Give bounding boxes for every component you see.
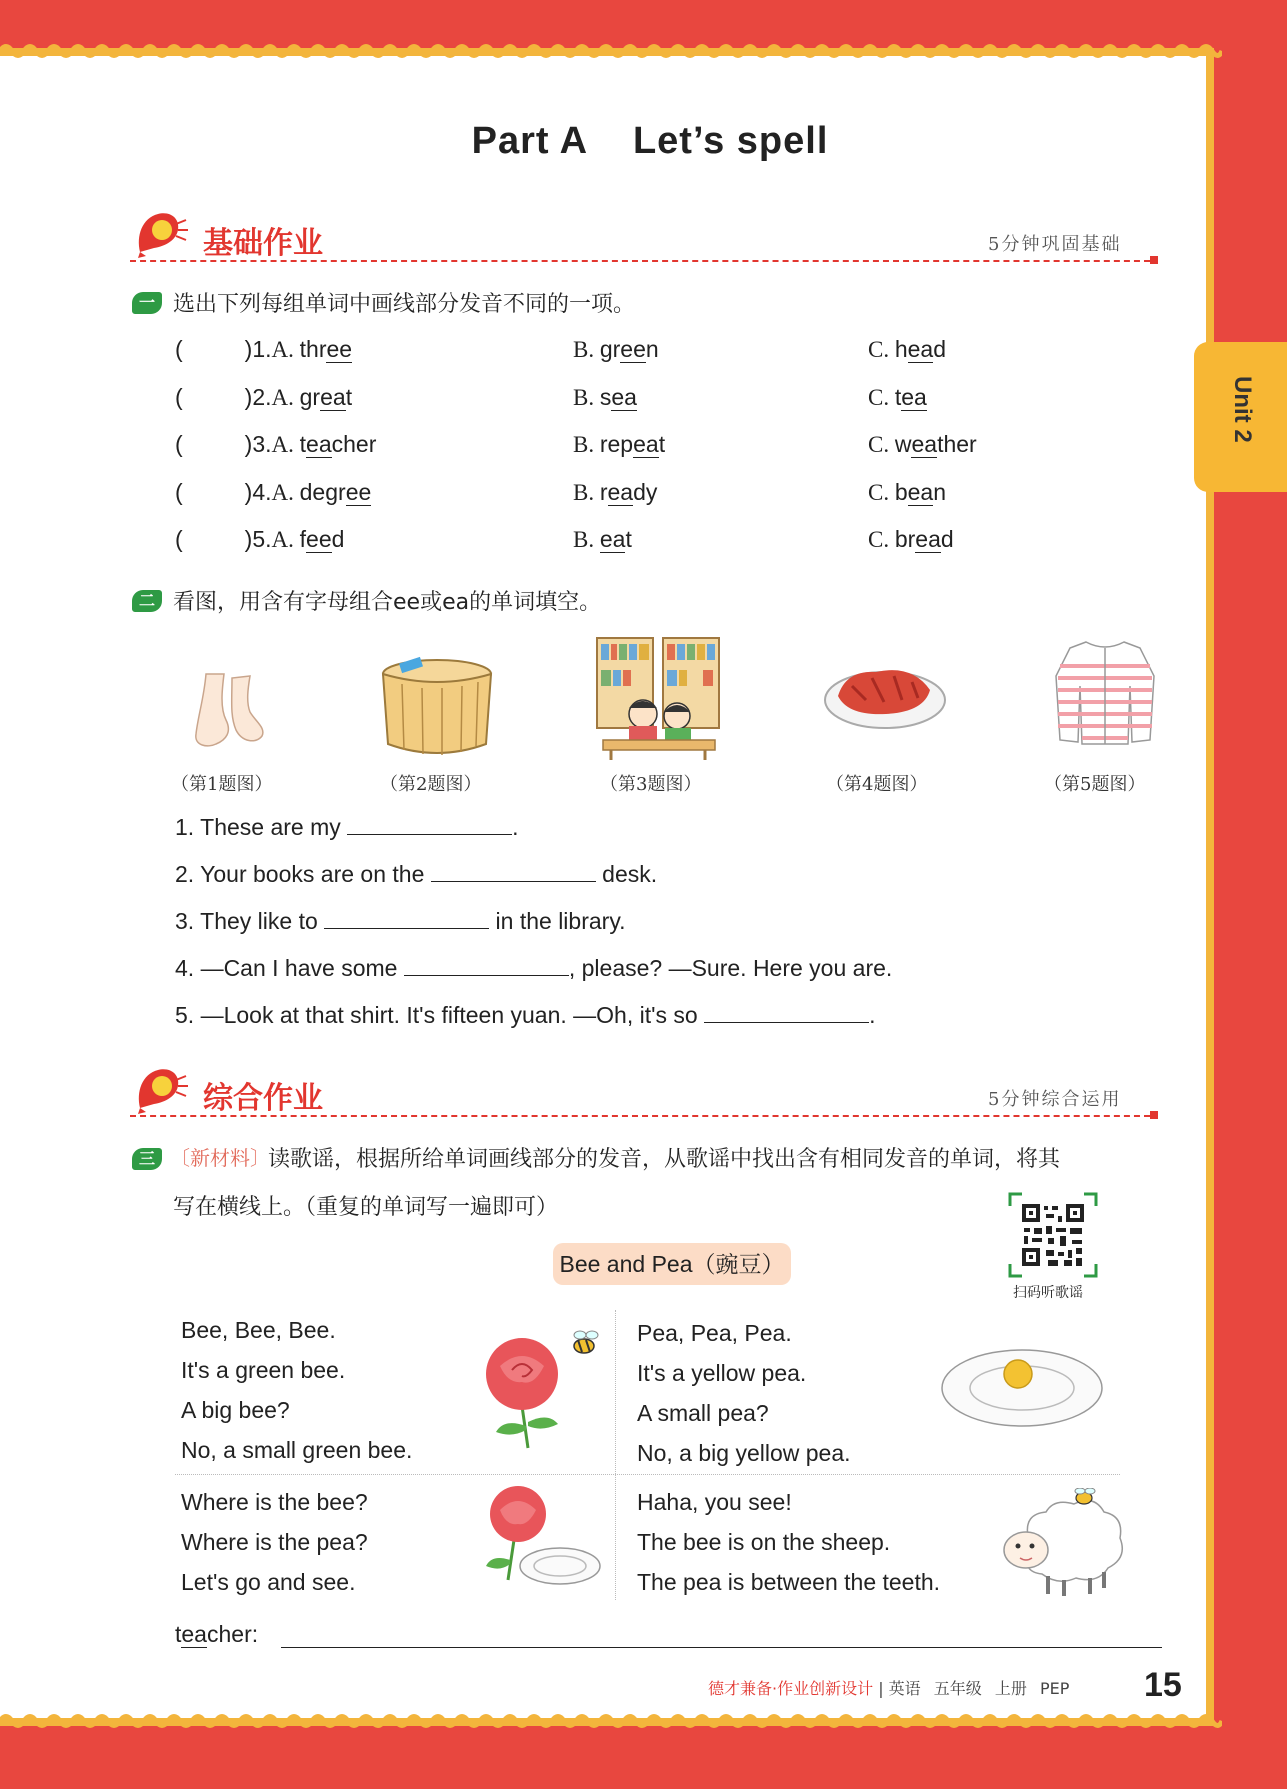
option-c: C. bean [868, 479, 947, 505]
section-note-basic: 5分钟巩固基础 [988, 234, 1122, 255]
section-heading-comprehensive: 综合作业 [203, 1081, 323, 1116]
poem-line: No, a small green bee. [181, 1437, 413, 1463]
answer-paren[interactable]: ( [175, 431, 183, 457]
option-a-word: degree [299, 479, 372, 505]
divider-end-dot [1150, 256, 1158, 264]
question-3-instruction-line1: 读歌谣，根据所给单词画线部分的发音，从歌谣中找出含有相同发音的单词，将其 [268, 1147, 1061, 1172]
item-number: )3. [244, 431, 272, 457]
fill-in-sentence: 1. These are my . [175, 814, 519, 840]
footer-subject: 英语 [888, 1679, 921, 1698]
poem-line: Where is the bee? [181, 1489, 368, 1515]
poem-verse-4 [637, 1482, 940, 1602]
fill-in-sentence: 5. —Look at that shirt. It's fifteen yuan. —Oh, it's so . [175, 1002, 876, 1028]
option-a-word: feed [299, 526, 345, 552]
question-badge-1: 一 [132, 292, 162, 314]
song-title: Bee and Pea（豌豆） [553, 1243, 791, 1285]
plate-of-meat-picture [822, 656, 948, 734]
option-b: B. repeat [573, 431, 666, 457]
option-c: C. head [868, 336, 947, 362]
footer-brand: 德才兼备·作业创新设计 [708, 1679, 874, 1698]
answer-paren[interactable]: ( [175, 384, 183, 410]
option-a-prefix: A. [271, 337, 300, 362]
poem-horizontal-divider [175, 1474, 1120, 1475]
fill-in-sentence: 3. They like to in the library. [175, 908, 626, 934]
question-2-instruction: 看图，用含有字母组合ee或ea的单词填空。 [173, 590, 602, 615]
question-badge-3: 三 [132, 1148, 162, 1170]
library-reading-picture [595, 636, 721, 762]
fire-bell-icon [132, 206, 188, 258]
answer-paren[interactable]: ( [175, 526, 183, 552]
option-a-word: three [299, 336, 353, 362]
poem-line: The bee is on the sheep. [637, 1529, 891, 1555]
answer-word-post: cher: [206, 1621, 259, 1647]
footer-term: 上册 [994, 1679, 1027, 1698]
option-a-prefix: A. [271, 385, 300, 410]
sheep-with-bee-picture [998, 1488, 1130, 1600]
poem-verse-3 [181, 1482, 368, 1602]
item-number: )5. [244, 526, 272, 552]
poem-line: Bee, Bee, Bee. [181, 1317, 336, 1343]
question-1-row [175, 526, 344, 553]
fill-in-blank[interactable] [347, 814, 512, 835]
option-c: C. tea [868, 384, 927, 410]
poem-line: It's a yellow pea. [637, 1360, 807, 1386]
item-number: )2. [244, 384, 272, 410]
item-number: )4. [244, 479, 272, 505]
poem-verse-2 [637, 1313, 851, 1473]
poem-line: No, a big yellow pea. [637, 1440, 851, 1466]
picture-caption: （第2题图） [380, 774, 482, 795]
option-a-word: teacher [299, 431, 377, 457]
question-badge-2: 二 [132, 590, 162, 612]
round-desk-picture [378, 648, 496, 760]
striped-shirt-picture [1052, 636, 1158, 748]
fill-in-blank[interactable] [404, 955, 569, 976]
rose-with-plate-picture [478, 1484, 604, 1588]
option-b: B. green [573, 336, 659, 362]
section-heading-basic: 基础作业 [203, 226, 323, 261]
option-b: B. sea [573, 384, 637, 410]
qr-caption: 扫码听歌谣 [1013, 1285, 1083, 1301]
plate-with-pea-picture [940, 1344, 1104, 1430]
rose-with-bee-picture [478, 1326, 604, 1450]
question-1-row [175, 431, 376, 458]
footer [708, 1676, 1069, 1699]
section-note-comprehensive: 5分钟综合运用 [988, 1089, 1122, 1110]
question-1-row [175, 384, 352, 411]
wavy-border-top [0, 42, 1222, 60]
fill-in-sentence: 4. —Can I have some , please? —Sure. Here you are. [175, 955, 893, 981]
option-a-prefix: A. [271, 432, 300, 457]
answer-line[interactable] [281, 1647, 1162, 1648]
unit-tab-label: Unit 2 [1229, 376, 1256, 443]
poem-verse-1 [181, 1310, 412, 1470]
poem-line: The pea is between the teeth. [637, 1569, 941, 1595]
picture-caption: （第1题图） [171, 774, 273, 795]
option-b: B. ready [573, 479, 658, 505]
poem-line: A big bee? [181, 1397, 290, 1423]
question-3-instruction-line2: 写在横线上。（重复的单词写一遍即可） [173, 1195, 559, 1220]
footer-separator: | [878, 1679, 884, 1698]
answer-prompt [175, 1621, 258, 1648]
fill-in-blank[interactable] [324, 908, 489, 929]
footer-edition: PEP [1040, 1679, 1070, 1698]
answer-word-underlined: ea [181, 1621, 207, 1647]
wavy-border-bottom [0, 1712, 1222, 1730]
option-a-prefix: A. [271, 527, 300, 552]
fill-in-blank[interactable] [704, 1002, 869, 1023]
picture-caption: （第5题图） [1044, 774, 1146, 795]
unit-tab [1194, 342, 1287, 492]
option-c: C. weather [868, 431, 977, 457]
poem-line: It's a green bee. [181, 1357, 346, 1383]
page-number: 15 [1144, 1666, 1182, 1704]
poem-line: Let's go and see. [181, 1569, 356, 1595]
answer-paren[interactable]: ( [175, 336, 183, 362]
fill-in-sentence: 2. Your books are on the desk. [175, 861, 658, 887]
poem-line: Haha, you see! [637, 1489, 792, 1515]
feet-picture [186, 668, 270, 758]
answer-word-pre: t [175, 1621, 182, 1647]
answer-paren[interactable]: ( [175, 479, 183, 505]
option-a-prefix: A. [271, 480, 300, 505]
question-1-instruction: 选出下列每组单词中画线部分发音不同的一项。 [173, 292, 636, 317]
fill-in-blank[interactable] [431, 861, 596, 882]
picture-caption: （第4题图） [826, 774, 928, 795]
poem-vertical-divider [615, 1310, 616, 1600]
item-number: )1. [244, 336, 272, 362]
footer-grade: 五年级 [933, 1679, 982, 1698]
qr-code-icon[interactable] [1008, 1192, 1098, 1278]
poem-line: Pea, Pea, Pea. [637, 1320, 792, 1346]
fire-bell-icon [132, 1062, 188, 1114]
option-b: B. eat [573, 526, 632, 552]
option-a-word: great [299, 384, 353, 410]
option-c: C. bread [868, 526, 954, 552]
question-1-row [175, 479, 371, 506]
poem-line: A small pea? [637, 1400, 769, 1426]
question-1-row [175, 336, 352, 363]
picture-caption: （第3题图） [600, 774, 702, 795]
section-divider [130, 1115, 1150, 1117]
page-title: Part A Let’s spell [471, 120, 829, 162]
divider-end-dot [1150, 1111, 1158, 1119]
poem-line: Where is the pea? [181, 1529, 368, 1555]
section-divider [130, 260, 1150, 262]
new-material-tag: 〔新材料〕 [170, 1146, 270, 1170]
